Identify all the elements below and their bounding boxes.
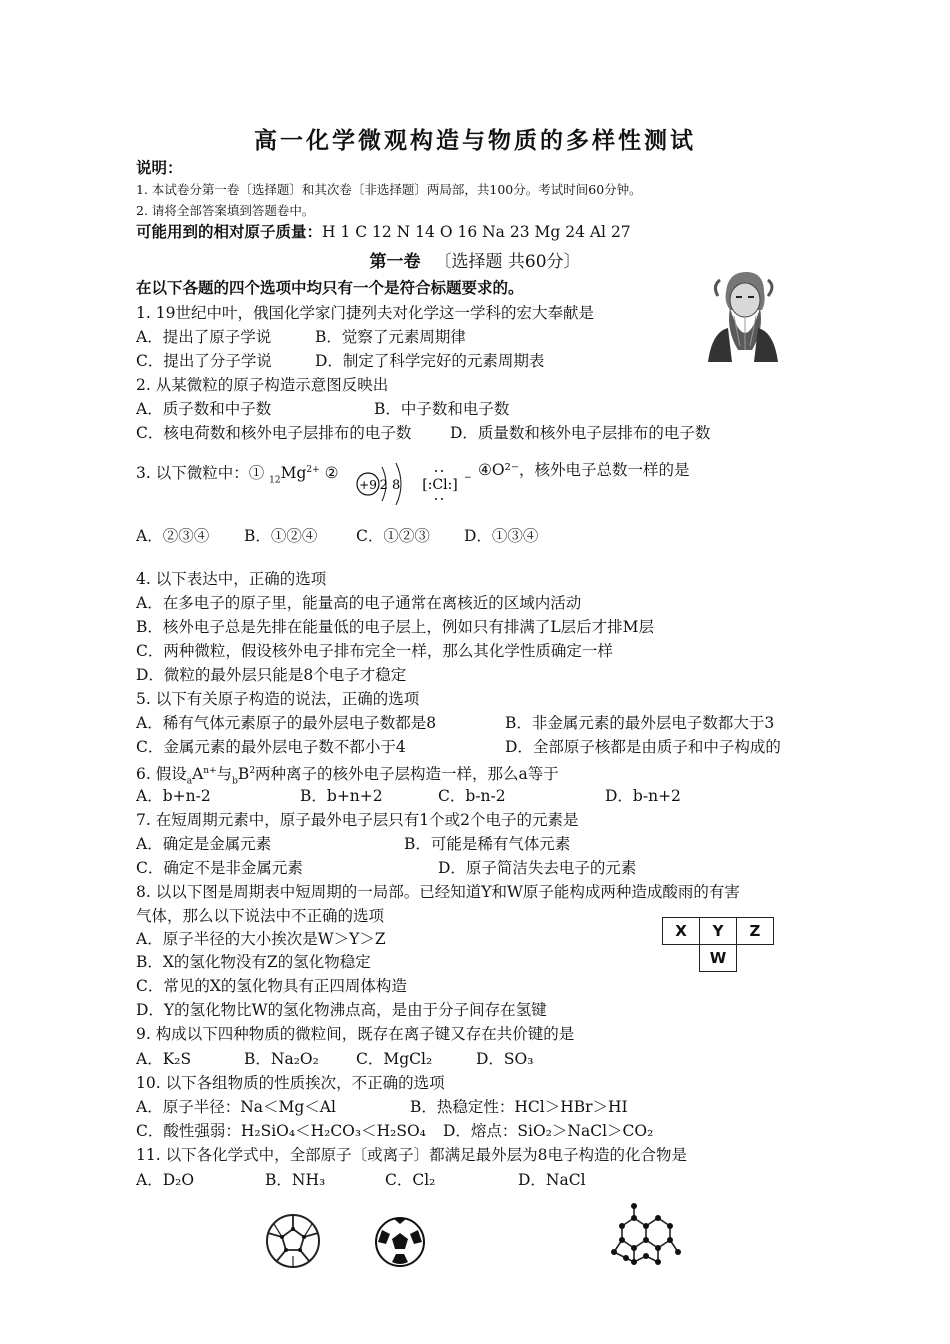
instruction: 在以下各题的四个选项中均只有一个是符合标题要求的。 (136, 278, 524, 297)
q1-option-c: C．提出了分子学说 (136, 352, 272, 370)
cell-z: Z (737, 918, 774, 945)
page-title: 高一化学微观构造与物质的多样性测试 (254, 127, 696, 154)
q6-stem-post: 两种离子的核外电子层构造一样，那么a等于 (255, 765, 559, 784)
mendeleev-portrait (704, 266, 782, 362)
q6-b-charge: 2 (249, 766, 256, 776)
q7-option-a: A．确定是金属元素 (136, 835, 272, 853)
atomic-mass-label: 可能用到的相对原子质量： (136, 222, 323, 241)
q2-option-b: B．中子数和电子数 (374, 400, 510, 418)
cell-empty-right (737, 945, 774, 972)
q8-stem-line1: 8. 以以下图是周期表中短周期的一局部。已经知道Y和W原子能构成两种造成酸雨的有害 (136, 883, 740, 901)
q2-stem: 2. 从某微粒的原子构造示意图反映出 (136, 376, 389, 394)
q10-option-a: A．原子半径：Na＜Mg＜Al (136, 1098, 336, 1116)
q2-option-c: C．核电荷数和核外电子层排布的电子数 (136, 424, 412, 442)
q4-option-d: D．微粒的最外层只能是8个电子才稳定 (136, 666, 407, 684)
q5-option-d: D．全部原子核都是由质子和中子构成的 (505, 738, 781, 756)
q5-option-c: C．金属元素的最外层电子数不都小于4 (136, 738, 406, 756)
q3-stem (136, 460, 339, 490)
q1-stem: 1. 19世纪中叶，俄国化学家门捷列夫对化学这一学科的宏大奉献是 (136, 304, 594, 322)
q6-option-c: C．b-n-2 (438, 787, 506, 805)
q7-stem: 7. 在短周期元素中，原子最外电子层只有1个或2个电子的元素是 (136, 811, 579, 829)
q8-option-c: C．常见的X的氢化物具有正四周体构造 (136, 977, 407, 995)
q8-option-d: D．Y的氢化物比W的氢化物沸点高，是由于分子间存在氢键 (136, 1001, 547, 1019)
q9-option-b: B．Na₂O₂ (244, 1050, 319, 1068)
fullerene-icon (264, 1212, 322, 1270)
q11-stem: 11. 以下各化学式中，全部原子〔或离子〕都满足最外层为8电子构造的化合物是 (136, 1146, 687, 1164)
atomic-mass-values: H 1 C 12 N 14 O 16 Na 23 Mg 24 Al 27 (322, 223, 631, 241)
note-2: 2. 请将全部答案填到答题卷中。 (136, 203, 315, 218)
q11-option-d: D．NaCl (518, 1171, 586, 1189)
q6-option-b: B．b+n+2 (300, 787, 383, 805)
cell-empty-left (663, 945, 700, 972)
q10-option-c: C．酸性强弱：H₂SiO₄＜H₂CO₃＜H₂SO₄ (136, 1122, 426, 1140)
q3-mg: Mg (280, 464, 307, 483)
q6-a-charge: n+ (203, 766, 217, 776)
q1-option-a: A．提出了原子学说 (136, 328, 272, 346)
q3-option-a: A．②③④ (136, 527, 210, 545)
section-heading (0, 247, 950, 272)
note-1: 1. 本试卷分第一卷〔选择题〕和其次卷〔非选择题〕两局部，共100分。考试时间60分钟。 (136, 182, 642, 197)
q4-option-c: C．两种微粒，假设核外电子排布完全一样，那么其化学性质确定一样 (136, 642, 613, 660)
q9-option-c: C．MgCl₂ (356, 1050, 433, 1068)
q4-option-a: A．在多电子的原子里，能量高的电子通常在离核近的区域内活动 (136, 594, 582, 612)
q6-b-element: B (237, 765, 250, 784)
cell-x: X (663, 918, 700, 945)
q1-option-d: D．制定了科学完好的元素周期表 (315, 352, 545, 370)
q9-option-d: D．SO₃ (476, 1050, 534, 1068)
cell-y: Y (700, 918, 737, 945)
q5-option-a: A．稀有气体元素原子的最外层电子数都是8 (136, 714, 437, 732)
q3-mg-charge: 2+ (306, 465, 320, 475)
q3-stem-post: ④O²⁻，核外电子总数一样的是 (478, 461, 690, 479)
q8-stem-line2: 气体，那么以下说法中不正确的选项 (136, 907, 385, 925)
q6-a-subscript: a (186, 776, 193, 787)
q8-option-b: B．X的氢化物没有Z的氢化物稳定 (136, 953, 371, 971)
q7-option-b: B．可能是稀有气体元素 (404, 835, 571, 853)
q3-option-c: C．①②③ (356, 527, 430, 545)
q1-option-b: B．觉察了元素周期律 (315, 328, 466, 346)
atom-nucleus: +9 (359, 478, 377, 492)
q3-mg-subscript: 12 (269, 475, 281, 486)
q10-option-d: D．熔点：SiO₂＞NaCl＞CO₂ (443, 1122, 654, 1140)
q2-option-a: A．质子数和中子数 (136, 400, 272, 418)
q2-option-d: D．质量数和核外电子层排布的电子数 (450, 424, 711, 442)
q4-stem: 4. 以下表达中，正确的选项 (136, 570, 327, 588)
periodic-table-fragment (662, 917, 774, 972)
atom-shells: 2 8 (379, 478, 401, 493)
q10-stem: 10. 以下各组物质的性质挨次，不正确的选项 (136, 1074, 445, 1092)
q3-stem-pre: 3. 以下微粒中：① (136, 464, 265, 483)
soccer-ball-icon (374, 1216, 426, 1268)
q11-option-a: A．D₂O (136, 1171, 195, 1189)
q3-structure-diagrams (352, 455, 476, 505)
q10-option-b: B．热稳定性：HCl＞HBr＞HI (410, 1098, 628, 1116)
q4-option-b: B．核外电子总是先排在能量低的电子层上，例如只有排满了L层后才排M层 (136, 618, 655, 636)
section-name: 第一卷 (369, 252, 421, 272)
q6-stem-pre: 6. 假设 (136, 765, 187, 784)
section-desc: 〔选择题 共60分〕 (434, 252, 581, 272)
q7-option-c: C．确定不是非金属元素 (136, 859, 303, 877)
cell-w: W (700, 945, 737, 972)
chloride-charge: − (464, 473, 472, 483)
notes-heading: 说明： (136, 158, 183, 177)
chloride-ion-dot-structure: [:Cl:] (422, 477, 458, 493)
atomic-mass-line (136, 222, 631, 242)
diamond-structure-icon (608, 1200, 684, 1272)
q3-option-b: B．①②④ (244, 527, 318, 545)
q6-b-subscript: b (232, 776, 238, 787)
q3-option-d: D．①③④ (464, 527, 539, 545)
q6-option-d: D．b-n+2 (605, 787, 681, 805)
q5-option-b: B．非金属元素的最外层电子数都大于3 (505, 714, 775, 732)
q8-option-a: A．原子半径的大小挨次是W＞Y＞Z (136, 930, 386, 948)
q7-option-d: D．原子简洁失去电子的元素 (438, 859, 637, 877)
q5-stem: 5. 以下有关原子构造的说法，正确的选项 (136, 690, 420, 708)
q11-option-c: C．Cl₂ (385, 1171, 436, 1189)
q9-stem: 9. 构成以下四种物质的微粒间，既存在离子键又存在共价键的是 (136, 1025, 575, 1043)
q11-option-b: B．NH₃ (265, 1171, 326, 1189)
q6-a-element: A (192, 765, 204, 784)
q3-circled-2: ② (324, 464, 339, 483)
q6-mid: 与 (216, 765, 233, 784)
q6-option-a: A．b+n-2 (136, 787, 211, 805)
q9-option-a: A．K₂S (136, 1050, 192, 1068)
